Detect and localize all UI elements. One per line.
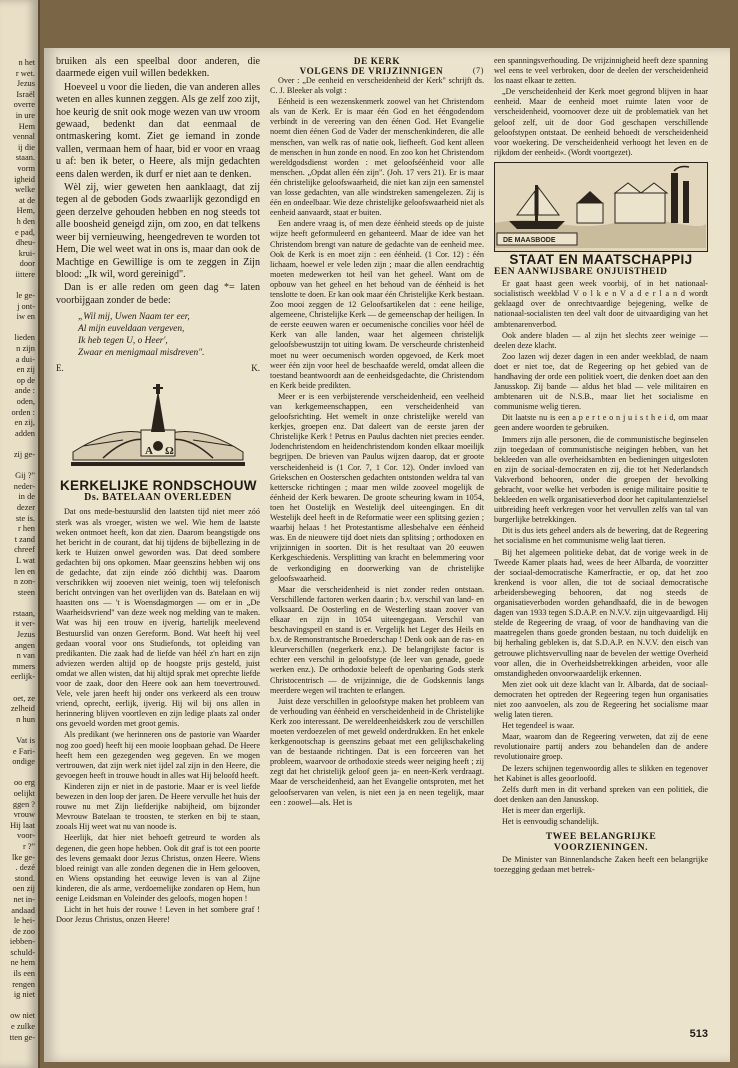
left-page-fragment: net in- <box>13 894 35 904</box>
left-page-fragment: n van <box>16 651 35 661</box>
article-title <box>494 831 708 853</box>
paragraph: Eénheid is een wezenskenmerk zoowel van het Christendom als van de Kerk. Er is maar één God en het ééngodendom verbindt in de vereering van den éénen God. Het Evangelie noemt dien éénen God de Vader der menschenkinderen, die alle menschen, van welk ras of natie ook, liefheeft. God kent alleen de menschen in hun zonde en nood. En zoo kon het Christendom wereldgodsdienst worden : met geloofséénheid voor alle menschen. „Opdat allen één zijn". (Joh. 17 vers 21). Er is maar één christelijke geloofswaarheid, die niet kan zijn een samenstel van losse gedachten, van alle windstreken samengelezen. Zij is één en ondeelbaar. Wie deze christelijke geloofswaarheid niet als eenheid aanvaardt, staat er buiten. <box>270 97 484 218</box>
section-title: STAAT EN MAATSCHAPPIJ <box>509 251 693 267</box>
left-page-fragment: n zijn <box>16 344 35 354</box>
left-page-fragment: Israël <box>16 89 35 99</box>
left-page-fragment: . dezé <box>15 863 35 873</box>
left-page-fragment: in de <box>18 492 35 502</box>
left-page-fragment: e zulke <box>11 1022 35 1032</box>
left-page-fragment: steen <box>17 587 35 597</box>
left-page-fragment: Vat is <box>16 736 35 745</box>
left-page-fragment: en zij <box>16 365 35 375</box>
left-page-fragment: a dui- <box>15 354 35 364</box>
left-page-fragment: lieden <box>14 333 35 343</box>
left-page-fragment: tten ge- <box>9 1032 35 1042</box>
signature <box>56 363 260 373</box>
left-page-fragment: vennal <box>12 132 35 142</box>
left-page-fragment <box>0 598 35 609</box>
paragraph: Meer er is een verbijsterende verscheidenheid, een veelheid van kerkgemeenschappen, een verscheidenheid van geloofsrichting. Het wemelt in onze christelijke wereld van kerkjes, groepen enz. Dat daleert van de eerste jaren der Christelijke Kerk ! Petrus en Paulus dachten niet precies eender. Jodenchristendom en heidenchristendom konden elkaar moeilijk begrijpen. De brieven van Paulus wijzen daarop, dat er groote verscheidenheid is (1 Cor. 7, 1 Cor. 12). Onder invloed van Griekschen en Oosterschen gedachten ontstonden weldra tal van ketterscke richtingen ; maar men wilde zooveel mogelijk de éénheid der Kerk bewaren. De groote scheuring kwam in 1054, toen het Oostelijk en Westelijk deel uiteengingen. En dit Westelijk deel heeft in de Reformatie weer een splitsing gezien ; waarbij helaas ! het Protestantisme allesbehalve een éénheid was. En de nieuwere tijd doet niets dan splitsing ; orthodoxen en vrijzinnigen in soorten. Dit is het resultaat van 20 eeuwen Kerkgeschiedenis. Versplitting van kracht en belemmering voor de verkondiging en doorwerking van de christelijke geloofswaarheid. <box>270 391 484 583</box>
left-page-fragment: rengen <box>12 979 35 989</box>
paragraph: Zelfs durft men in dit verband spreken van een politiek, die doet denken aan den Janusskop. <box>494 784 708 804</box>
left-page-fragment: oelijkt <box>13 788 35 798</box>
left-page-fragment: at de <box>18 195 35 205</box>
left-page-fragment: eerlijk- <box>10 672 35 682</box>
left-page-fragment: ande : <box>14 386 35 396</box>
heading-line: VOLGENS DE VRIJZINNIGEN <box>299 66 444 76</box>
series-number: (7) <box>472 66 484 75</box>
paragraph: Bij het algemeen politieke debat, dat de vorige week in de Tweede Kamer plaats had, wees de heer Albarda, de voorzitter der sociaal-democratische Kamerfractie, er op, dat het zoo krenkend is voor allen, die tot de sociaal democratische arbeidersbeweging behooren, dat nog steeds de organisatieverboden worden gehandhaafd, die in de bewogen dagen van 1933 tegen S.D.A.P. en N.V.V. zijn uitgevaardigd. Hij stelde de Regeering de vraag, of voor de handhaving van die maatregelen thans goede gronden bestaan, nu toch duidelijk en bij herhaling gebleken is, dat S.D.A.P. en N.V.V. den eisch van getrouwe plichtsvervulling naar de bevelen der wettige Overheid voor allen, die in Overheidsbetrekkingen arbeiden, voor alle omstandigheden onvoorwaardelijk erkennen. <box>494 547 708 678</box>
left-page-fragment <box>0 280 35 291</box>
left-page-fragment: de zoo <box>12 926 35 936</box>
left-page-fragment: L wat <box>16 555 35 565</box>
left-page-fragment: Jezus <box>16 630 35 640</box>
left-page-fragment: en zij, <box>14 418 35 428</box>
left-page-fragment: chreef <box>14 545 35 555</box>
left-page-fragment: ils een <box>13 969 35 979</box>
left-page-fragment: ste is. <box>15 513 35 523</box>
left-page-fragment: le ge- <box>16 291 35 301</box>
svg-text:Ω: Ω <box>165 445 174 458</box>
paragraph: Een andere vraag is, of men deze éénheid steeds op de juiste wijze heeft geformuleerd en gehanteerd. Maar de idee van het Christendom brengt van nature de gedachte van de eenheid mee. Ook de Kerk is en moet zijn : een éénheid. (1 Cor. 12) : één lichaam, hoewel er vele leden zijn ; maar die allen eendrachtig moeten medewerken tot heil van het geheel. Want om de opbouw van het geheel en het behoud van de éénheid is het tenslotte te doen. Er kan ook maar één Christelijke Kerk bestaan. Zoo mooi zeggen de 12 Geloofsartikelen dat : eene heilige, algemeene, Christelijke Kerk — de gemeenschap der heiligen. In de eerste eeuwen waren er oecumenische concilies voor héél de Kerk van alle landen, waar het algemeen christelijk geloofsbewustzijn tot uiting kwam. De verscheurde christenheid moet nu weer oecumenisch worden opgevoed, de Kerk moet weer één zijn voor heel de beschaafde wereld, omdat alleen die toestand beantwoordt aan de eenheidsgedachte, die Christendom en Kerk beide predikten. <box>270 219 484 390</box>
left-page-fragment: dheu- <box>15 238 35 248</box>
left-page-fragment: Hem <box>18 121 35 131</box>
left-page-fragment: vorm <box>17 163 35 173</box>
paragraph: Wèl zij, wier geweten hen aanklaagt, dat zij tegen al de geboden Gods zwaarlijk gezondigd en geen derzelve gehouden hebben en nog steeds tot alle boosheid geneigd zijn, om zoo, en dat telkens weer bij vernieuwing, heengedreven te worden tot Hem, Die wel weet wat in ons is, maar dan ook de Machtige en Gewillige is om te zeggen in Zijn blood: „Ik wil, word gereinigd". <box>56 182 260 280</box>
paragraph: een spanningsverhouding. De vrijzinnigheid heeft deze spanning wel eens te veel verbroken, door de deelen der verscheidenheid los naast elkaar te zetten. <box>494 56 708 86</box>
left-page-fragment: ondige <box>12 757 35 767</box>
left-page-fragment: op de <box>16 375 35 385</box>
paragraph: Maar, waarom dan de Regeering verweten, dat zij de eene revolutionaire partij anders zou behandelen dan de andere revolutionaire groep. <box>494 732 708 762</box>
paragraph: Hoeveel u voor die lieden, die van anderen alles weten en alles kunnen zeggen. Als ge zelf zoo zijt, hoe keurig de snit ook moge wezen van uw vroom gewaad, bedenkt dan dat eenmaal de ontmaskering komt. Ziet ge iemand in zonde vallen, vermaan hem of haar, bid er voor en vraag u af: ben ik beter, o Heere, als mijn gedachten eens dalen werden, ik durf er niet aan te denken. <box>56 81 260 180</box>
left-page-edge <box>0 0 40 1068</box>
left-page-fragment: overre <box>13 100 35 110</box>
left-page-fragment: andaad <box>11 905 35 915</box>
left-page-fragment: iittere <box>15 269 35 279</box>
left-page-fragment: stond. <box>14 873 35 883</box>
church-emblem-icon <box>63 380 253 476</box>
left-page-fragment: voor- <box>17 831 35 841</box>
left-page-fragment: iebben- <box>9 937 35 947</box>
left-page-fragment: schuld- <box>10 947 35 957</box>
left-page-fragment: ne hem <box>10 958 35 968</box>
left-page-fragment: Hij laat <box>10 820 35 830</box>
paragraph: bruiken als een speelbal door anderen, die daarmede eigen vuil willen bedekken. <box>56 56 260 80</box>
left-page-fragment: in ure <box>15 110 35 120</box>
left-page-fragment: r ?" <box>22 841 35 851</box>
left-page-fragment: ggen ? <box>12 799 35 809</box>
church-emblem-illustration <box>56 379 260 477</box>
left-page-fragment: staan. <box>15 153 35 163</box>
page-number: 513 <box>689 1028 708 1040</box>
left-page-fragment: ow niet <box>10 1011 35 1021</box>
signature-right: K. <box>251 363 260 374</box>
paragraph: Het tegendeel is waar. <box>502 721 575 731</box>
article-heading <box>270 56 484 76</box>
left-page-fragment: oen zij <box>12 884 35 894</box>
paragraph: Het is meer dan ergerlijk. <box>502 805 586 815</box>
paragraph: Ook andere bladen — al zijn het slechts zeer weinige — deelen deze klacht. <box>494 330 708 350</box>
paragraph: De Minister van Binnenlandsche Zaken heeft een belangrijke toezegging gedaan met betrek- <box>494 855 708 875</box>
left-page-fragment: h den <box>16 216 35 226</box>
left-page-fragment: door <box>19 259 35 269</box>
left-page-fragment: zij ge- <box>13 449 35 459</box>
left-page-fragment <box>0 683 35 694</box>
section-banner-illustration <box>494 162 708 252</box>
left-page-fragment <box>0 461 35 472</box>
banner-label: DE MAASBODE <box>503 236 556 244</box>
left-page-fragment: vrouw <box>13 810 35 820</box>
left-page-fragment: dezer <box>16 502 35 512</box>
left-page-fragment: n het <box>18 58 35 67</box>
paragraph: Dit laatste nu is een a p e r t e o n j u i s t h e i d, om maar geen andere woorden te gebruiken. <box>494 413 708 433</box>
paragraph: Heerlijk, dat hier niet behoeft getreurd te worden als degenen, die geen hope hebben. Ook dit graf is tot een poorte des levens gemaakt door Jezus Christus, onzen Heere. Wiens bloed reinigt van alle zonden degenen die in Hem gelooven, en Wiens opstanding het eeuwige leven is van al Zijne kinderen, die als arme, verdoemelijke zondaren op Hem, hun eenige Leidsman en Voleinder des geloofs, mogen hopen ! <box>56 833 260 903</box>
left-page-fragment <box>0 768 35 779</box>
left-page-fragment: oden, <box>16 397 35 406</box>
left-page-fragment: Hem, <box>16 206 35 216</box>
left-page-fragment: e Fari- <box>12 746 35 756</box>
left-page-fragment: t zand <box>14 534 35 544</box>
left-page-fragment <box>0 439 35 450</box>
left-page-fragment: iw en <box>16 312 35 322</box>
poem-line: „Wil mij, Uwen Naam ter eer, <box>78 312 190 323</box>
left-page-fragment: zelheid <box>10 704 35 714</box>
svg-text:A: A <box>145 445 153 458</box>
signature-left: E. <box>56 363 64 374</box>
left-page-fragment: adden <box>15 428 35 438</box>
left-page-fragment: orden : <box>11 407 35 417</box>
left-page-fragment: rstaan, <box>12 608 35 618</box>
paragraph: Dit is dus iets geheel anders als de bewering, dat de Regeering het socialisme en het communisme welig laat tieren. <box>494 526 708 546</box>
left-page-fragment: oo erg <box>13 778 35 788</box>
left-page-fragment: angen <box>15 640 35 650</box>
left-page-fragment: r wet. <box>15 68 35 78</box>
left-page-fragment: igheid <box>14 174 35 184</box>
left-page-fragment: welke <box>15 185 35 195</box>
paragraph: Zoo lazen wij dezer dagen in een ander weekblad, de naam doet er niet toe, dat de Regeering op het gebied van de handhaving der orde een politiek voert, die denken doet aan den Janusskop. Zij bande — aldus het blad — vele militairen en ambtenaren uit de N.S.B., maar liet het socialisme en communisme welig tieren. <box>494 351 708 412</box>
paragraph: Men ziet ook uit deze klacht van Ir. Albarda, dat de sociaal-democraten het optreden der Regeering tegen hun organisaties niet zoo aanvoelen, als zou de Regeering het socialisme maar welig laten tieren. <box>494 679 708 720</box>
paragraph: Licht in het huis der rouwe ! Leven in het sombere graf ! Door Jezus Christus, onzen Heere! <box>56 905 260 925</box>
left-page-fragment: ij die <box>18 142 35 152</box>
left-page-fragment: oet, ze <box>13 693 35 703</box>
paragraph: Als predikant (we herinneren ons de pastorie van Waarder nog zoo goed) heeft hij een mooie loopbaan gehad. De Heere heeft hem een gezegenden weg gegeven. En we mogen vertrouwen, dat zijn werk niet ijdel zal zijn in den Heere, die gevoegen heeft in trouwe houdt in alles wat Hij beloofd heeft. <box>56 730 260 780</box>
left-page-fragment: neder- <box>13 481 35 491</box>
left-page-fragment: n hun <box>16 714 35 724</box>
article-title: EEN AANWIJSBARE ONJUISTHEID <box>494 267 668 278</box>
left-page-fragment: it ver- <box>14 619 35 629</box>
article-title-line: VOORZIENINGEN. <box>553 842 649 854</box>
column-2 <box>270 56 484 1056</box>
left-page-fragment: len en <box>14 566 35 576</box>
poem-line: Zwaar en menigmaal misdreven". <box>78 348 205 359</box>
paragraph: Juist deze verschillen in geloofstype maken het probleem van de verhouding van éénheid en verscheidenheid in de Christelijke Kerk zoo interessant. De wereldeenheidskerk zou de verschillen moeten verdoezelen of met geweld onderdrukken. En het enkele kerkgenootschap is geenszins gebaat met een gelijkschakeling van de bestaande richtingen. Dat is een forceeren van het probleem, waarvoor de orthodoxie steeds weer neiging heeft ; zij zegt dat het christelijk geloof geen ja- en neen-Kerk verdraagt. Maar de verscheidenheid, aan het Evangelie ontsproten, met het geloofservaren van velen, is niet een ja en neen tegelijk, maar een : zoowel—als. Het is <box>270 696 484 807</box>
left-page-fragment <box>0 323 35 334</box>
left-page-fragment: r hen <box>18 524 35 534</box>
article-title: Ds. BATELAAN OVERLEDEN <box>84 492 232 504</box>
page <box>44 48 730 1062</box>
left-page-fragment: mmers <box>12 661 35 671</box>
paragraph: Immers zijn alle personen, die de communistische beginselen zijn toegedaan of communistische neigingen hebben, van het bekleeden van alle overheidsambten en bedieningen uitgesloten en zijn de sociaal-democraten en zij, die tot het Nederlandsch Vakverbond behooren, onder die groepen der bevolking gebracht, voor welke het verboden is eenige militaire positie te bekleeden en welk organisatieverbod door het capitulantenzielsel uitbreiding heeft verkregen voor het vervullen zelfs van tal van burgerlijke betrekkingen. <box>494 434 708 525</box>
poem-line: Al mijn euveldaan vergeven, <box>78 324 185 335</box>
heading-line: DE KERK <box>353 56 401 66</box>
left-page-fragment: ig niet <box>13 990 35 1000</box>
left-page-fragment: n zon- <box>13 577 35 587</box>
poem-line: Ik heb tegen U, o Heer', <box>78 336 168 347</box>
left-page-fragments <box>0 58 38 1043</box>
left-page-fragment: lke ge- <box>11 852 35 862</box>
left-page-fragment: Gij ?" <box>15 471 35 481</box>
paragraph: Er gaat haast geen week voorbij, of in het nationaal-socialistisch weekblad V o l k e n V a d e r l a n d wordt geklaagd over de onrechtvaardige bejegening, welke de nationaal-socialisten ten deel valt door de uitvaardiging van het ambtenarenverbod. <box>494 279 708 329</box>
paragraph: Dat ons mede-bestuurslid den laatsten tijd niet meer zóó sterk was als vroeger, wisten we wel. Wie hem de laatste weken ontmoet heeft, kon dat zien. Daarom beangstigde ons het bericht in de courant, dat hij tijdens de bijbellezing in de kerk te Huizen onwel geworden was. Dat deed sombere gedachten bij ons opkomen. Maar geenszins hebben wij ons de gedachte, dat zijn einde zóó dichtbij was. Daarom verschrikken wij zooeven niet weinig, toen wij telefonisch bericht ontvingen van het overlijden van ds. Batelaan en wij haastten ons — 't is Woensdagmorgen — om er in „De Waarheidsvriend" van deze week nog melding van te maken. Wat was hij een trouw en ijverig, hartelijk meelevend Bestuurslid van onzen Gereform. Bond. Wat heeft hij veel gedaan vooral voor ons Studiefonds, tot opleiding van predikanten. Die zaak had de liefde van héél z'n hart en zijn adviezen werden altijd op de hoogste prijs gesteld, juist omdat we allen wisten, dat hij altijd sprak met oprechte liefde voor de zaak, door den Heere ook aan hem toevertrouwd. Vele, vele jaren heeft hij onder ons verkeerd als een trouw vriend, oprecht, eerlijk, ijverig. Hij wil bij ons allen in herinnering blijven voortleven en zijn ledige plaats zal onder ons gevoeld worden met groot gemis. <box>56 507 260 729</box>
left-page-fragment: j ont- <box>17 301 35 311</box>
column-1 <box>56 56 260 1056</box>
left-page-fragment: Jezus <box>16 79 35 89</box>
left-page-fragment: le hei- <box>13 916 35 926</box>
paragraph: „De verscheidenheid der Kerk moet gegrond blijven in haar eenheid. Maar de eenheid moet ruimte laten voor de verscheidenheid, voornoover deze uit de problematiek van het geloof zelf, uit de door God geschapen verschillende geloofstypen ontstaat. De eenheid behoedt de verscheidenheid voor woekering. De verscheidenheid verhoogt het leven en de rijkdom der eenheid«. (Wordt voortgezet). <box>494 87 708 157</box>
article-title-line: TWEE BELANGRIJKE <box>545 831 657 843</box>
left-page-fragment <box>0 1001 35 1012</box>
paragraph: Over : „De eenheid en verscheidenheid der Kerk" schrijft ds. C. J. Bleeker als volgt : <box>270 76 484 96</box>
column-3 <box>494 56 708 1056</box>
left-page-fragment <box>0 725 35 736</box>
paragraph: Maar die verscheidenheid is niet zonder reden ontstaan. Verschillende factoren werken daarin ; b.v. verschil van land- en volksaard. De Oosterling en de Westerling staan zoover van elkaar en zijn in 1054 uiteengegaan. Verschil van beschavingspeil en stand is er. Vergelijk het Leger des Heils en b.v. de Remonstrantsche Broederschap ! Denk ook aan de ras- en kleurverschillen (negerkerk enz.). De belangrijkste factor is echter een verschil in geloofstype (de leer van genade, goede werken enz.). De orthodoxie beleeft de openbaring Gods sterk Christocentrisch — de vrijzinnige, die de Godskennis langs meerdere wegen wil trachten te erlangen. <box>270 584 484 695</box>
left-page-fragment: e pad, <box>15 227 35 237</box>
ship-factory-icon <box>495 163 706 248</box>
paragraph: Kinderen zijn er niet in de pastorie. Maar er is veel liefde bewezen in den loop der jaren. De Heere vervulle het huis der rouwe nu met Zijn liefderijke nabijheid, om bijzonder Mevrouw Batelaan te troosten, te sterken en bij te staan, zooals Hij weet wat nu van noode is. <box>56 781 260 832</box>
paragraph: De lezers schijnen tegenwoordig alles te slikken en tegenover het Kabinet is alles geoorloofd. <box>494 763 708 783</box>
paragraph: Het is eenvoudig schandelijk. <box>502 817 599 826</box>
section-title: KERKELIJKE RONDSCHOUW <box>60 478 257 494</box>
paragraph: Dan is er alle reden om geen dag *= laten voorbijgaan zonder de bede: <box>56 282 260 306</box>
left-page-fragment: krui- <box>18 248 35 258</box>
poem <box>78 311 260 359</box>
